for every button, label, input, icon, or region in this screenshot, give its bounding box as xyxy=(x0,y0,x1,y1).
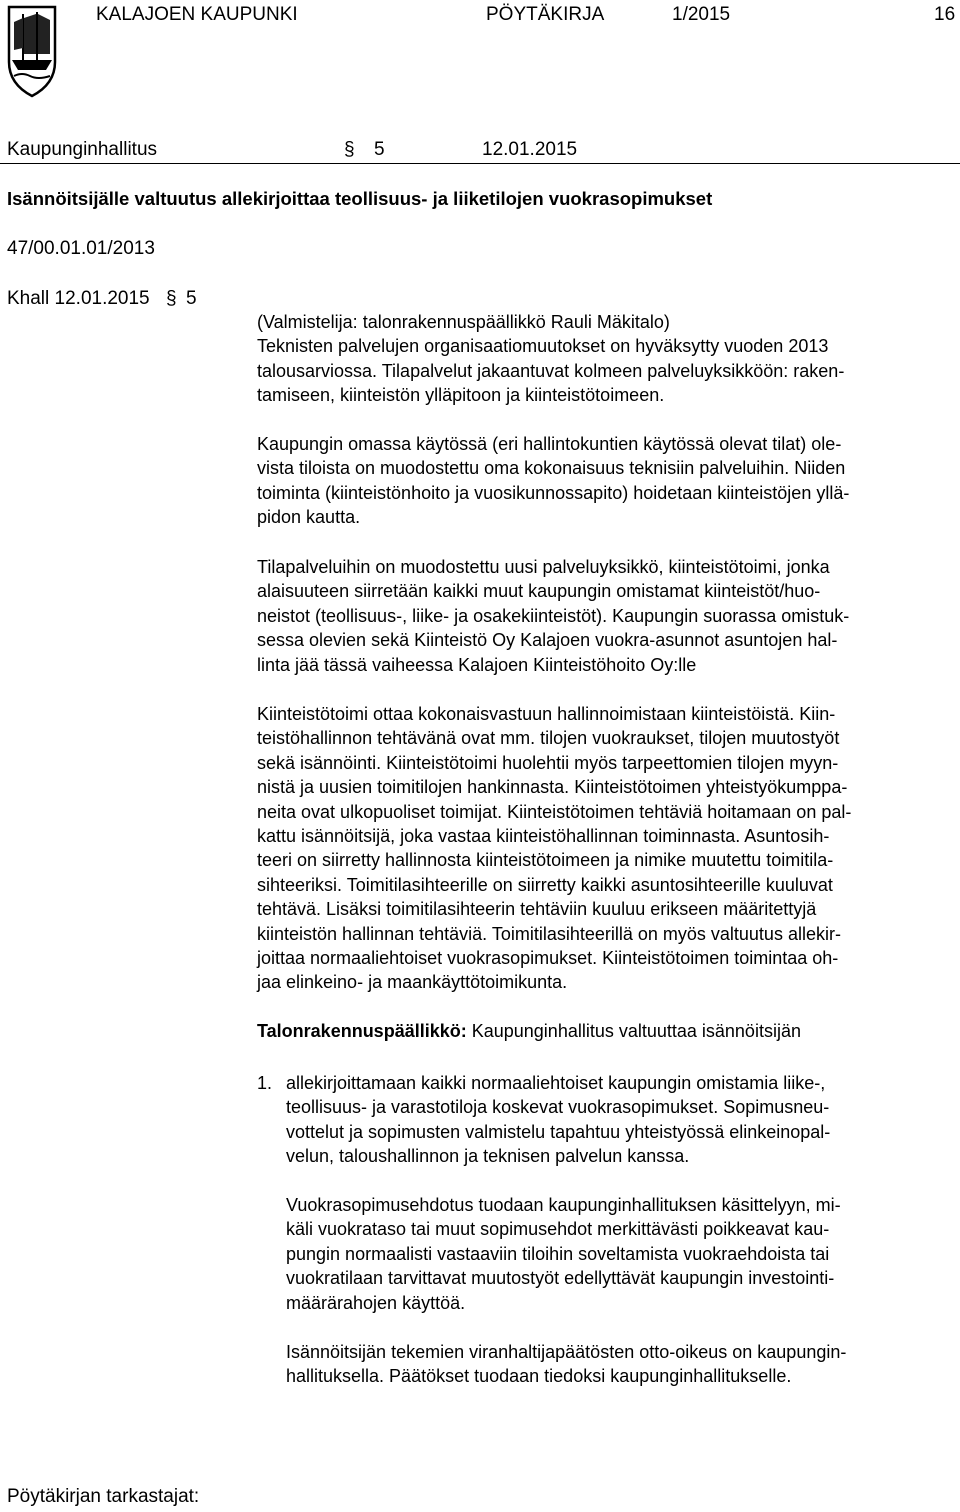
text-line: kiinteistön hallinnan tehtäviä. Toimitilasihteerillä on myös valtuutus allekir- xyxy=(257,923,841,944)
text-line: toiminta (kiinteistönhoito ja vuosikunnossapito) hoidetaan kiinteistöjen yllä- xyxy=(257,482,850,503)
city-crest-logo xyxy=(6,4,58,105)
text-line: Kaupungin omassa käytössä (eri hallintokuntien käytössä olevat tilat) ole- xyxy=(257,434,842,454)
text-line: sihteeriksi. Toimitilasihteerille on siirretty kaikki asuntosihteerille kuuluvat xyxy=(257,874,833,895)
reviewers-label: Pöytäkirjan tarkastajat: xyxy=(7,1486,200,1507)
text-line: sekä isännöinti. Kiinteistötoimi huolehtii myös tarpeettomien tilojen myyn- xyxy=(257,752,839,773)
text-line: linta jää tässä vaiheessa Kalajoen Kiinteistöhoito Oy:lle xyxy=(257,654,697,675)
text-line: sessa olevien sekä Kiinteistö Oy Kalajoen vuokra-asunnot asuntojen hal- xyxy=(257,630,838,651)
text-line: tamiseen, kiinteistön ylläpitoon ja kiinteistötoimeen. xyxy=(257,385,665,406)
text-line: (Valmistelija: talonrakennuspäällikkö Rauli Mäkitalo) xyxy=(257,312,670,332)
proposal-paragraph-review-right xyxy=(286,1340,846,1389)
previous-section-symbol: § xyxy=(166,288,177,309)
text-line: joittaa normaaliehtoiset vuokrasopimukset. Kiinteistötoimen toimintaa oh- xyxy=(257,948,839,969)
municipality-name: KALAJOEN KAUPUNKI xyxy=(96,4,298,25)
text-line: neita ovat ulkopuoliset toimijat. Kiinteistötoimen tehtäviä hoitamaan on pal- xyxy=(257,801,852,822)
header-divider xyxy=(0,163,960,164)
text-line: nistä ja uusien toimitilojen hankinnasta. Kiinteistötoimen yhteistyökumppa- xyxy=(257,777,848,798)
text-line: pungin normaalisti vastaaviin tiloihin soveltamista vuokraehdoista tai xyxy=(286,1243,830,1264)
text-line: vista tiloista on muodostettu oma kokonaisuus teknisiin palveluihin. Niiden xyxy=(257,458,846,479)
text-line: vuokratilaan tarvittavat muutostyöt edellyttävät kaupungin investointi- xyxy=(286,1268,835,1289)
text-line: jaa elinkeino- ja maankäyttötoimikunta. xyxy=(257,972,568,993)
meeting-body: Kaupunginhallitus xyxy=(7,139,158,160)
text-line: Isännöitsijän tekemien viranhaltijapäätösten otto-oikeus on kaupungin- xyxy=(286,1342,847,1362)
section-number: 5 xyxy=(374,139,385,160)
paragraph-property-unit xyxy=(257,555,849,677)
text-line: vottelut ja sopimusten valmistelu tapahtuu yhteistyössä elinkeinopal- xyxy=(286,1121,831,1142)
text-line: käli vuokrataso tai muut sopimusehdot merkittävästi poikkeavat kau- xyxy=(286,1219,830,1240)
list-item xyxy=(286,1071,830,1169)
document-issue: 1/2015 xyxy=(672,4,731,25)
text-line: teeri on siirretty hallinnosta kiinteistötoimeen ja nimike muutettu toimitila- xyxy=(257,850,834,871)
paragraph-own-use-premises xyxy=(257,432,849,530)
proposal-text: Kaupunginhallitus valtuuttaa isännöitsijän xyxy=(466,1021,801,1041)
text-line: Teknisten palvelujen organisaatiomuutokset on hyväksytty vuoden 2013 xyxy=(257,336,829,357)
page-number: 16 xyxy=(934,4,956,25)
text-line: neistot (teollisuus-, liike- ja osakekiinteistöt). Kaupungin suorassa omistuk- xyxy=(257,605,850,626)
proposal-paragraph-approval xyxy=(286,1193,841,1315)
case-number: 47/00.01.01/2013 xyxy=(7,238,155,259)
previous-section-number: 5 xyxy=(186,288,197,309)
paragraph-property-office xyxy=(257,702,851,995)
text-line: kattu isännöitsijä, joka vastaa kiinteistöhallinnan toiminnasta. Asuntosih- xyxy=(257,826,830,847)
section-symbol: § xyxy=(344,139,355,160)
list-item-number: 1. xyxy=(257,1073,273,1093)
previous-reference: Khall 12.01.2015 xyxy=(7,288,150,309)
meeting-date: 12.01.2015 xyxy=(482,139,578,160)
text-line: talousarviossa. Tilapalvelut jakaantuvat kolmeen palveluyksikköön: raken- xyxy=(257,360,845,381)
text-line: alaisuuteen siirretään kaikki muut kaupungin omistamat kiinteistöt/huo- xyxy=(257,581,821,602)
text-line: hallituksella. Päätökset tuodaan tiedoksi kaupunginhallitukselle. xyxy=(286,1366,792,1387)
text-line: velun, taloushallinnon ja teknisen palvelun kanssa. xyxy=(286,1146,690,1167)
item-title: Isännöitsijälle valtuutus allekirjoittaa teollisuus- ja liiketilojen vuokrasopimukset xyxy=(7,188,713,209)
document-type: PÖYTÄKIRJA xyxy=(486,4,605,25)
text-line: teistöhallinnon tehtävänä ovat mm. tilojen vuokraukset, tilojen muutostyöt xyxy=(257,728,840,749)
text-line: allekirjoittamaan kaikki normaaliehtoiset kaupungin omistamia liike-, xyxy=(286,1073,826,1093)
text-line: tehtävä. Lisäksi toimitilasihteerin tehtäviin kuuluu erikseen määritettyjä xyxy=(257,899,817,920)
text-line: pidon kautta. xyxy=(257,507,361,528)
proposal-intro xyxy=(257,1019,801,1043)
text-line: Tilapalveluihin on muodostettu uusi palveluyksikkö, kiinteistötoimi, jonka xyxy=(257,557,830,577)
text-line: teollisuus- ja varastotiloja koskevat vuokrasopimukset. Sopimusneu- xyxy=(286,1097,830,1118)
proposal-label: Talonrakennuspäällikkö: xyxy=(257,1021,467,1041)
paragraph-background xyxy=(257,310,844,408)
text-line: Kiinteistötoimi ottaa kokonaisvastuun hallinnoimistaan kiinteistöistä. Kiin- xyxy=(257,704,836,724)
text-line: Vuokrasopimusehdotus tuodaan kaupunginhallituksen käsittelyyn, mi- xyxy=(286,1195,841,1215)
text-line: määrärahojen käyttöä. xyxy=(286,1292,466,1313)
